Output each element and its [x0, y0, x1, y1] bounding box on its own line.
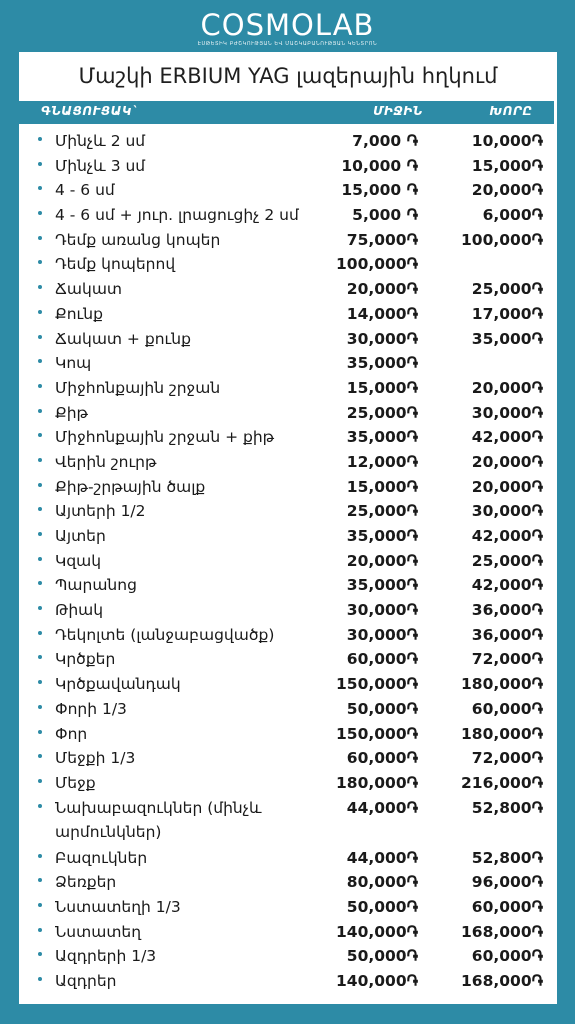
service-name: Նստատեղ [55, 922, 142, 941]
service-name: Կոպ [55, 354, 92, 373]
price-medium: 100,000֏ [336, 255, 418, 274]
bullet-icon [38, 137, 42, 141]
price-medium: 44,000֏ [346, 848, 418, 867]
table-row [19, 403, 557, 428]
price-medium: 12,000֏ [346, 452, 418, 471]
bullet-icon [38, 260, 42, 264]
price-medium: 15,000 ֏ [341, 181, 418, 200]
bullet-icon [38, 186, 42, 190]
price-medium: 140,000֏ [336, 922, 418, 941]
table-row [19, 254, 557, 279]
page-title: Մաշկի ERBIUM YAG լազերային հղկում [78, 64, 498, 88]
table-row [19, 971, 557, 996]
price-deep: 42,000֏ [471, 428, 543, 447]
price-medium: 35,000֏ [346, 428, 418, 447]
column-header-medium: ՄԻՋԻՆ [373, 104, 423, 118]
price-deep: 180,000֏ [461, 675, 543, 694]
table-row [19, 575, 557, 600]
table-row [19, 378, 557, 403]
price-deep: 180,000֏ [461, 724, 543, 743]
price-medium: 7,000 ֏ [352, 132, 418, 150]
bullet-icon [38, 211, 42, 215]
bullet-icon [38, 236, 42, 240]
service-name: Դեմք առանց կոպեր [55, 230, 221, 249]
price-medium: 20,000֏ [346, 551, 418, 570]
table-row [19, 180, 557, 205]
price-deep: 20,000֏ [471, 378, 543, 397]
table-row [19, 798, 557, 848]
price-deep: 30,000֏ [471, 403, 543, 422]
table-row [19, 674, 557, 699]
table-row [19, 526, 557, 551]
service-name: Դեկոլտե (լանջաբացվածք) [55, 625, 275, 644]
price-deep: 60,000֏ [471, 897, 543, 916]
bullet-icon [38, 335, 42, 339]
service-name: 4 - 6 սմ [55, 181, 115, 200]
price-deep: 168,000֏ [461, 922, 543, 941]
table-row [19, 649, 557, 674]
bullet-icon [38, 903, 42, 907]
price-medium: 30,000֏ [346, 601, 418, 620]
bullet-icon [38, 433, 42, 437]
price-deep: 35,000֏ [471, 329, 543, 348]
table-row [19, 773, 557, 798]
service-name: Քիթ-շրթային ծալք [55, 477, 206, 496]
table-row [19, 897, 557, 922]
table-row [19, 625, 557, 650]
bullet-icon [38, 310, 42, 314]
service-name: Վերին շուրթ [55, 452, 157, 471]
table-row [19, 477, 557, 502]
table-row [19, 724, 557, 749]
service-name: Նստատեղի 1/3 [55, 897, 181, 916]
table-row [19, 922, 557, 947]
price-medium: 10,000 ֏ [341, 156, 418, 175]
price-medium: 50,000֏ [346, 897, 418, 916]
service-name: Դեմք կոպերով [55, 255, 176, 274]
brand-header [0, 0, 575, 52]
price-medium: 35,000֏ [346, 354, 418, 373]
service-name: Միջհոնքային շրջան [55, 378, 221, 397]
bullet-icon [38, 606, 42, 610]
price-medium: 30,000֏ [346, 625, 418, 644]
price-deep: 60,000֏ [471, 947, 543, 966]
bullet-icon [38, 507, 42, 511]
brand-tagline: ԷՍԹԵՏԻԿ ԲԺՇԿՈՒԹՅԱՆ ԵՎ ՄԱՇԿԱԲԱՆՈՒԹՅԱՆ ԿԵՆՏՐՈՆ [197, 41, 378, 47]
table-row [19, 551, 557, 576]
service-name: Կզակ [55, 551, 102, 570]
table-row [19, 131, 557, 156]
table-row [19, 452, 557, 477]
bullet-icon [38, 779, 42, 783]
table-row [19, 230, 557, 255]
price-deep: 52,800֏ [471, 798, 543, 817]
price-deep: 20,000֏ [471, 477, 543, 496]
service-name: Մինչև 2 սմ [55, 132, 146, 150]
service-name: Ճակատ [55, 280, 123, 299]
service-name: Այտերի 1/2 [55, 502, 146, 521]
price-deep: 96,000֏ [471, 873, 543, 892]
service-name: Քունք [55, 304, 103, 323]
bullet-icon [38, 285, 42, 289]
bullet-icon [38, 581, 42, 585]
table-row [19, 848, 557, 873]
service-name: Այտեր [55, 527, 106, 545]
bullet-icon [38, 458, 42, 462]
service-name: Մեջքի 1/3 [55, 749, 136, 768]
price-deep: 20,000֏ [471, 452, 543, 471]
price-medium: 15,000֏ [346, 477, 418, 496]
price-medium: 44,000֏ [346, 798, 418, 817]
service-name: Ազդրերի 1/3 [55, 947, 157, 966]
price-medium: 140,000֏ [336, 972, 418, 990]
bullet-icon [38, 854, 42, 858]
table-row [19, 872, 557, 897]
price-medium: 25,000֏ [346, 502, 418, 521]
service-name: Կրծքավանդակ [55, 675, 181, 694]
price-medium: 5,000 ֏ [352, 206, 418, 225]
price-medium: 75,000֏ [346, 230, 418, 249]
bullet-icon [38, 359, 42, 363]
bullet-icon [38, 680, 42, 684]
bullet-icon [38, 384, 42, 388]
price-table [19, 131, 557, 996]
table-row [19, 205, 557, 230]
price-medium: 60,000֏ [346, 650, 418, 669]
service-name: Ձեռքեր [55, 873, 117, 892]
table-row [19, 353, 557, 378]
price-medium: 150,000֏ [336, 675, 418, 694]
brand-logo: COSMOLAB [200, 8, 375, 42]
price-medium: 20,000֏ [346, 280, 418, 299]
price-medium: 35,000֏ [346, 527, 418, 545]
price-medium: 150,000֏ [336, 724, 418, 743]
service-name: Միջհոնքային շրջան + քիթ [55, 428, 275, 447]
service-name: Ազդրեր [55, 972, 117, 990]
bullet-icon [38, 878, 42, 882]
service-name: Նախաբազուկներ (մինչև արմունկներ) [55, 798, 262, 841]
service-name: Քիթ [55, 403, 88, 422]
price-medium: 50,000֏ [346, 699, 418, 718]
column-header-category: ԳՆԱՑՈՒՑԱԿ` [41, 104, 139, 118]
price-medium: 80,000֏ [346, 873, 418, 892]
price-deep: 42,000֏ [471, 576, 543, 595]
service-name: 4 - 6 սմ + յուր. լրացուցիչ 2 սմ [55, 206, 299, 225]
price-deep: 6,000֏ [482, 206, 543, 225]
bullet-icon [38, 532, 42, 536]
price-medium: 14,000֏ [346, 304, 418, 323]
bullet-icon [38, 557, 42, 561]
price-deep: 15,000֏ [471, 156, 543, 175]
price-deep: 72,000֏ [471, 749, 543, 768]
service-name: Ճակատ + քունք [55, 329, 191, 348]
table-row [19, 329, 557, 354]
table-row [19, 600, 557, 625]
service-name: Փոր [55, 724, 88, 743]
bullet-icon [38, 928, 42, 932]
service-name: Թիակ [55, 601, 104, 620]
bullet-icon [38, 483, 42, 487]
price-medium: 35,000֏ [346, 576, 418, 595]
service-name: Պարանոց [55, 576, 137, 595]
price-deep: 216,000֏ [461, 773, 543, 792]
bullet-icon [38, 804, 42, 808]
table-header [19, 101, 554, 124]
price-deep: 25,000֏ [471, 551, 543, 570]
table-row [19, 279, 557, 304]
bullet-icon [38, 952, 42, 956]
price-deep: 60,000֏ [471, 699, 543, 718]
table-row [19, 156, 557, 181]
price-medium: 60,000֏ [346, 749, 418, 768]
price-medium: 180,000֏ [336, 773, 418, 792]
service-name: Մեջք [55, 773, 96, 792]
price-deep: 52,800֏ [471, 848, 543, 867]
bullet-icon [38, 730, 42, 734]
table-row [19, 748, 557, 773]
price-deep: 168,000֏ [461, 972, 543, 990]
price-deep: 20,000֏ [471, 181, 543, 200]
column-header-deep: ԽՈՐԸ [489, 104, 533, 118]
service-name: Կրծքեր [55, 650, 116, 669]
price-deep: 10,000֏ [471, 132, 543, 150]
price-list-card [19, 52, 557, 1004]
price-deep: 17,000֏ [471, 304, 543, 323]
table-row [19, 946, 557, 971]
price-deep: 25,000֏ [471, 280, 543, 299]
price-medium: 50,000֏ [346, 947, 418, 966]
service-name: Փորի 1/3 [55, 699, 127, 718]
bullet-icon [38, 977, 42, 981]
table-row [19, 501, 557, 526]
bullet-icon [38, 631, 42, 635]
price-medium: 25,000֏ [346, 403, 418, 422]
bullet-icon [38, 162, 42, 166]
table-row [19, 427, 557, 452]
bullet-icon [38, 754, 42, 758]
price-deep: 36,000֏ [471, 625, 543, 644]
price-deep: 100,000֏ [461, 230, 543, 249]
service-name: Մինչև 3 սմ [55, 156, 146, 175]
price-deep: 36,000֏ [471, 601, 543, 620]
price-deep: 42,000֏ [471, 527, 543, 545]
price-medium: 30,000֏ [346, 329, 418, 348]
price-deep: 30,000֏ [471, 502, 543, 521]
price-deep: 72,000֏ [471, 650, 543, 669]
bullet-icon [38, 655, 42, 659]
price-medium: 15,000֏ [346, 378, 418, 397]
bullet-icon [38, 409, 42, 413]
table-row [19, 699, 557, 724]
bullet-icon [38, 705, 42, 709]
service-name: Բազուկներ [55, 848, 148, 867]
table-row [19, 304, 557, 329]
